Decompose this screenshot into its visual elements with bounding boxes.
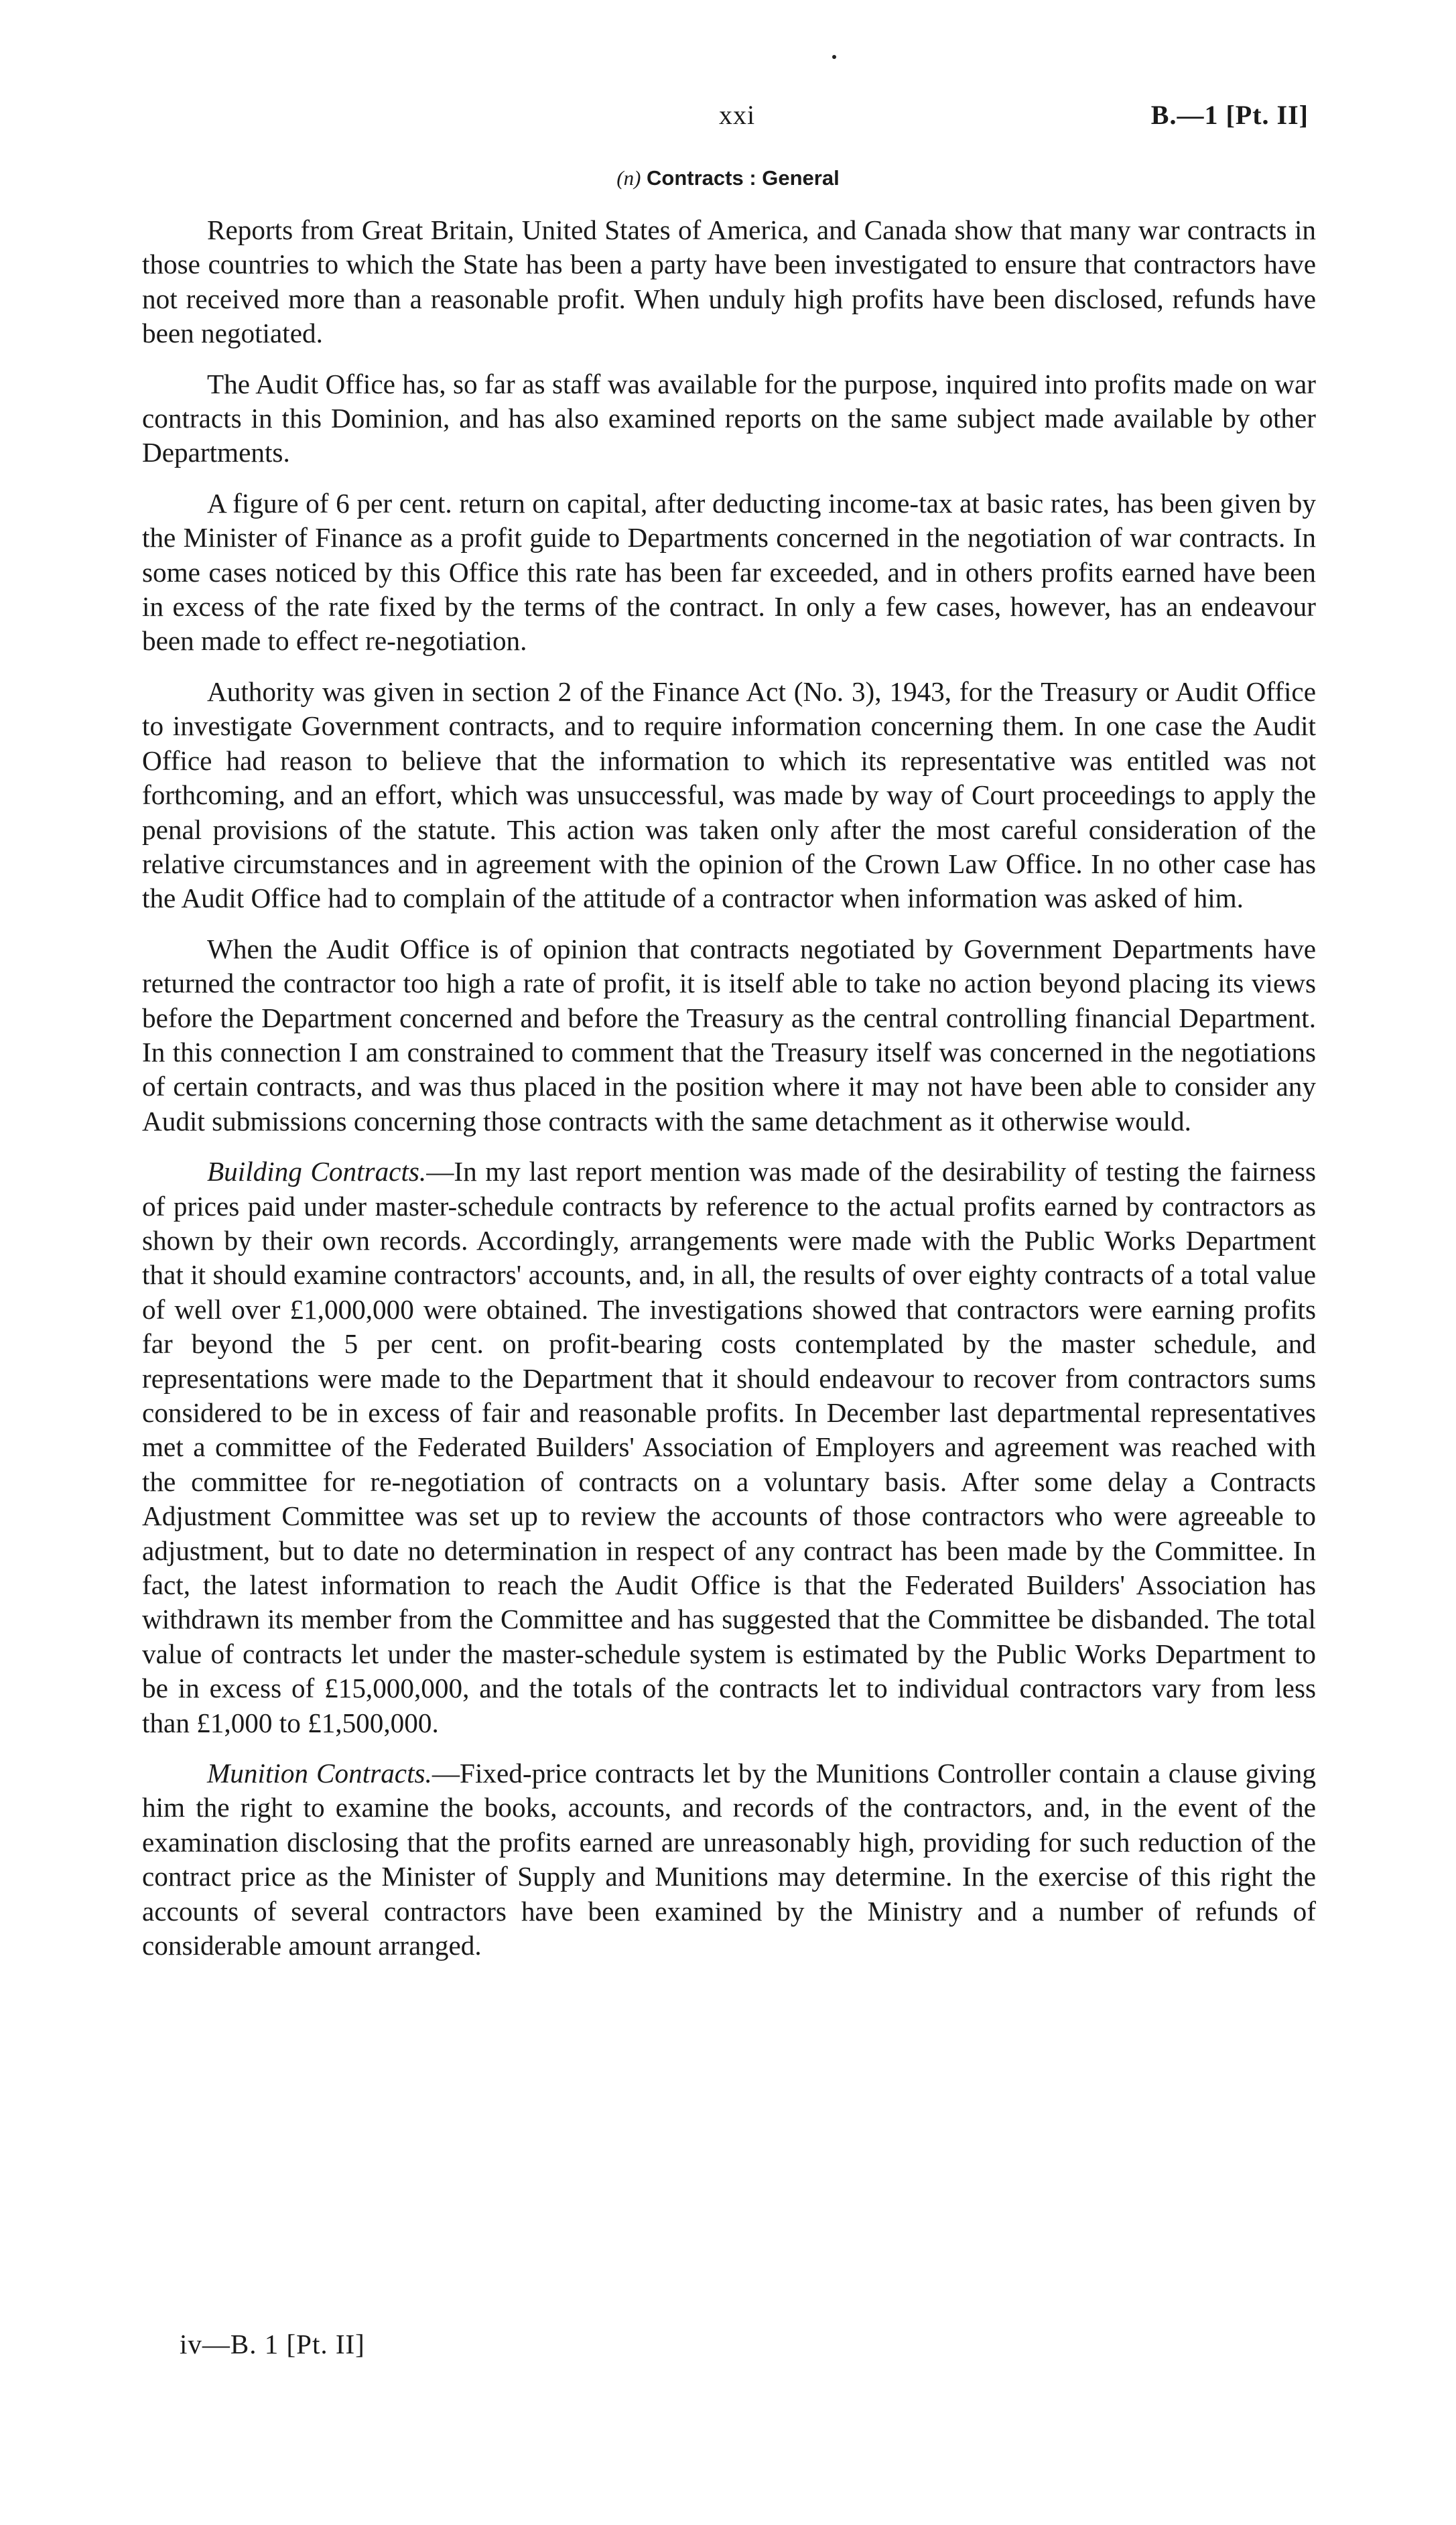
paragraph-text: —In my last report mention was made of the desirability of testing the fairness of prices paid under master-schedule contracts by reference to the actual profits earned by contractors as shown by their own records. Accordingly, arrangements were made with the Public Works Department that it should examine contractors' accounts, and, in all, the results of over eighty contracts of a total value of well over £1,000,000 were obtained. The investigations showed that contractors were earning profits far beyond the 5 per cent. on profit-bearing costs contemplated by the master schedule, and representations were made to the Department that it should endeavour to recover from contractors sums considered to be in excess of fair and reasonable profits. In December last departmental representatives met a committee of the Federated Builders' Association of Employers and agreement was reached with the committee for re-negotiation of contracts on a voluntary basis. After some delay a Contracts Adjustment Committee was set up to review the accounts of those contractors who were agreeable to adjustment, but to date no determination in respect of any contract has been made by the Committee. In fact, the latest information to reach the Audit Office is that the Federated Builders' Association has withdrawn its member from the Committee and has suggested that the Committee be disbanded. The total value of contracts let under the master-schedule system is estimated by the Public Works Department to be in excess of £15,000,000, and the totals of the contracts let to individual contractors vary from less than £1,000 to £1,500,000. [142, 1156, 1317, 1738]
paragraph-text: Reports from Great Britain, United States of America, and Canada show that many war contracts in those countries to which the State has been a party have been investigated to ensure that contractors have not received more than a reasonable profit. When unduly high profits have been disclosed, refunds have been negotiated. [142, 214, 1316, 349]
body-text [142, 213, 1316, 1980]
signature-reference: iv—B. 1 [Pt. II] [180, 2329, 365, 2359]
paragraph-text: A figure of 6 per cent. return on capital, after deducting income-tax at basic rates, has been given by the Minister of Finance as a profit guide to Departments concerned in the negotiation of war contracts. In some cases noticed by this Office this rate has been far exceeded, and in others profits earned have been in excess of the rate fixed by the terms of the contract. In only a few cases, however, has an endeavour been made to effect re-negotiation. [142, 487, 1316, 657]
paragraph [142, 675, 1316, 916]
paragraph [142, 367, 1316, 470]
page-header [0, 99, 1456, 139]
paragraph-munition-contracts [142, 1756, 1316, 1963]
section-enumerator: (n) [616, 166, 641, 190]
paragraph [142, 932, 1316, 1139]
paragraph [142, 487, 1316, 659]
page-number: xxi [718, 100, 756, 130]
paragraph-text: —Fixed-price contracts let by the Munitions Controller contain a clause giving him the right to examine the books, accounts, and records of the contractors, and, in the event of the examination disclosing that the profits earned are unreasonably high, providing for such reduction of the contract price as the Minister of Supply and Munitions may determine. In the exercise of this right the accounts of several contractors have been examined by the Ministry and a number of refunds of considerable amount arranged. [142, 1758, 1316, 1961]
paragraph-run-in-heading: Building Contracts. [207, 1156, 427, 1187]
print-speck [832, 55, 836, 59]
paragraph-text: When the Audit Office is of opinion that contracts negotiated by Government Departments have returned the contractor too high a rate of profit, it is itself able to take no action beyond placing its views before the Department concerned and before the Treasury as the central controlling financial Department. In this connection I am constrained to comment that the Treasury itself was concerned in the negotiations of certain contracts, and was thus placed in the position where it may not have been able to consider any Audit submissions concerning those contracts with the same detachment as it otherwise would. [142, 933, 1316, 1137]
parliamentary-paper-reference: B.—1 [Pt. II] [1150, 100, 1309, 130]
paragraph-building-contracts [142, 1155, 1316, 1740]
section-title: Contracts : General [647, 166, 840, 190]
paragraph [142, 213, 1316, 351]
section-heading [0, 166, 1456, 190]
paragraph-run-in-heading: Munition Contracts. [207, 1758, 432, 1789]
paragraph-text: Authority was given in section 2 of the Finance Act (No. 3), 1943, for the Treasury or Audit Office to investigate Government contracts, and to require information concerning them. In one case the Audit Office had reason to believe that the information to which its representative was entitled was not forthcoming, and an effort, which was unsuccessful, was made by way of Court proceedings to apply the penal provisions of the statute. This action was taken only after the most careful consideration of the relative circumstances and in agreement with the opinion of the Crown Law Office. In no other case has the Audit Office had to complain of the attitude of a contractor when information was asked of him. [142, 675, 1316, 914]
paragraph-text: The Audit Office has, so far as staff was available for the purpose, inquired into profits made on war contracts in this Dominion, and has also examined reports on the same subject made available by other Departments. [142, 368, 1316, 468]
